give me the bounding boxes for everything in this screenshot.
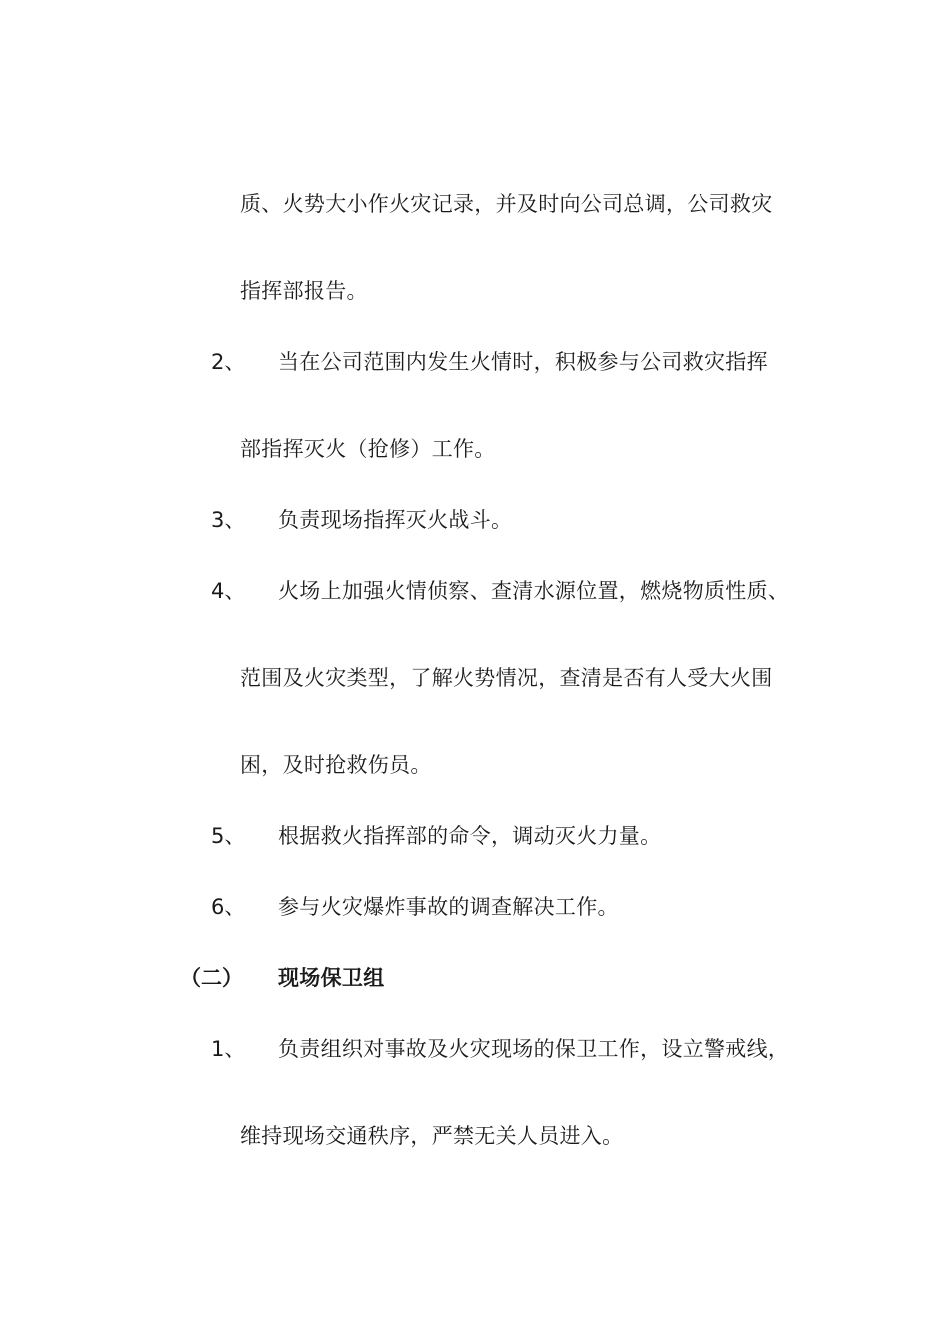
- section-number: （二）: [180, 966, 243, 990]
- item-number: 4、: [211, 579, 246, 603]
- item-text-line: 负责组织对事故及火灾现场的保卫工作，设立警戒线，: [278, 1037, 790, 1061]
- section-title: 现场保卫组: [278, 966, 385, 990]
- item-text-line: 负责现场指挥灭火战斗。: [278, 508, 513, 532]
- item-text-line: 困，及时抢救伤员。: [240, 753, 432, 777]
- item-number: 3、: [211, 508, 246, 532]
- item-number: 2、: [211, 350, 246, 374]
- item-text-line: 范围及火灾类型，了解火势情况，查清是否有人受大火围: [240, 666, 773, 690]
- paragraph-line: 指挥部报告。: [240, 279, 368, 303]
- item-text-line: 维持现场交通秩序，严禁无关人员进入。: [240, 1124, 624, 1148]
- item-text-line: 当在公司范围内发生火情时，积极参与公司救灾指挥: [278, 350, 768, 374]
- item-text-line: 火场上加强火情侦察、查清水源位置，燃烧物质性质、: [278, 579, 790, 603]
- item-text-line: 部指挥灭火（抢修）工作。: [240, 437, 496, 461]
- item-number: 1、: [211, 1037, 246, 1061]
- item-text-line: 参与火灾爆炸事故的调查解决工作。: [278, 895, 619, 919]
- paragraph-line: 质、火势大小作火灾记录，并及时向公司总调，公司救灾: [240, 192, 773, 216]
- item-number: 6、: [211, 895, 246, 919]
- item-number: 5、: [211, 824, 246, 848]
- item-text-line: 根据救火指挥部的命令，调动灭火力量。: [278, 824, 662, 848]
